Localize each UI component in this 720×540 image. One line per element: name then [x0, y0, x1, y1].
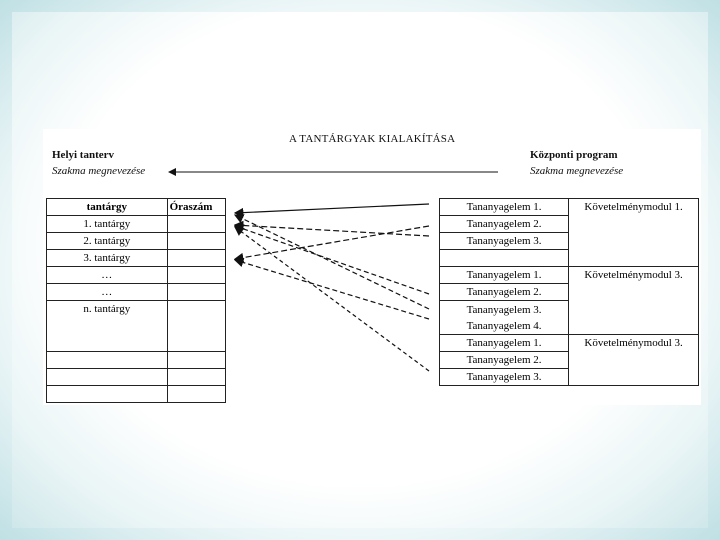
local-curriculum-subtitle: Szakma megnevezése [52, 165, 146, 177]
subject-cell: 2. tantárgy [47, 233, 168, 250]
diagram-figure [43, 129, 701, 405]
material-cell: Tananyagelem 1. [440, 267, 569, 284]
subject-cell: n. tantárgy [47, 301, 168, 352]
subject-cell: 1. tantárgy [47, 216, 168, 233]
material-cell: Tananyagelem 3. [440, 233, 569, 250]
connection-arrow [235, 227, 429, 371]
column-header-subject: tantárgy [47, 199, 168, 216]
material-cell: Tananyagelem 1. [440, 335, 569, 352]
subject-cell: 3. tantárgy [47, 250, 168, 267]
module-cell: Követelménymodul 3. [569, 267, 699, 335]
material-cell: Tananyagelem 2. [440, 284, 569, 301]
material-cell: Tananyagelem 3. [440, 369, 569, 386]
subject-cell: … [47, 284, 168, 301]
local-curriculum-title: Helyi tanterv [52, 149, 115, 161]
material-cell: Tananyagelem 3. Tananyagelem 4. [440, 301, 569, 335]
subject-cell: … [47, 267, 168, 284]
connection-arrow [235, 215, 429, 309]
material-cell: Tananyagelem 2. [440, 216, 569, 233]
central-program-subtitle: Szakma megnevezése [530, 165, 624, 177]
central-program-title: Központi program [530, 149, 618, 161]
connections-layer [43, 129, 701, 405]
column-header-hours: Óraszám [167, 199, 225, 216]
module-cell: Követelménymodul 3. [569, 335, 699, 386]
connection-arrow [235, 204, 429, 213]
connection-arrow [235, 226, 429, 259]
material-cell: Tananyagelem 2. [440, 352, 569, 369]
slide-background [12, 12, 708, 528]
connection-arrow [235, 260, 429, 319]
diagram-title: A TANTÁRGYAK KIALAKÍTÁSA [289, 133, 456, 145]
module-cell: Követelménymodul 1. [569, 199, 699, 267]
material-cell: Tananyagelem 1. [440, 199, 569, 216]
connection-arrow [235, 226, 429, 294]
